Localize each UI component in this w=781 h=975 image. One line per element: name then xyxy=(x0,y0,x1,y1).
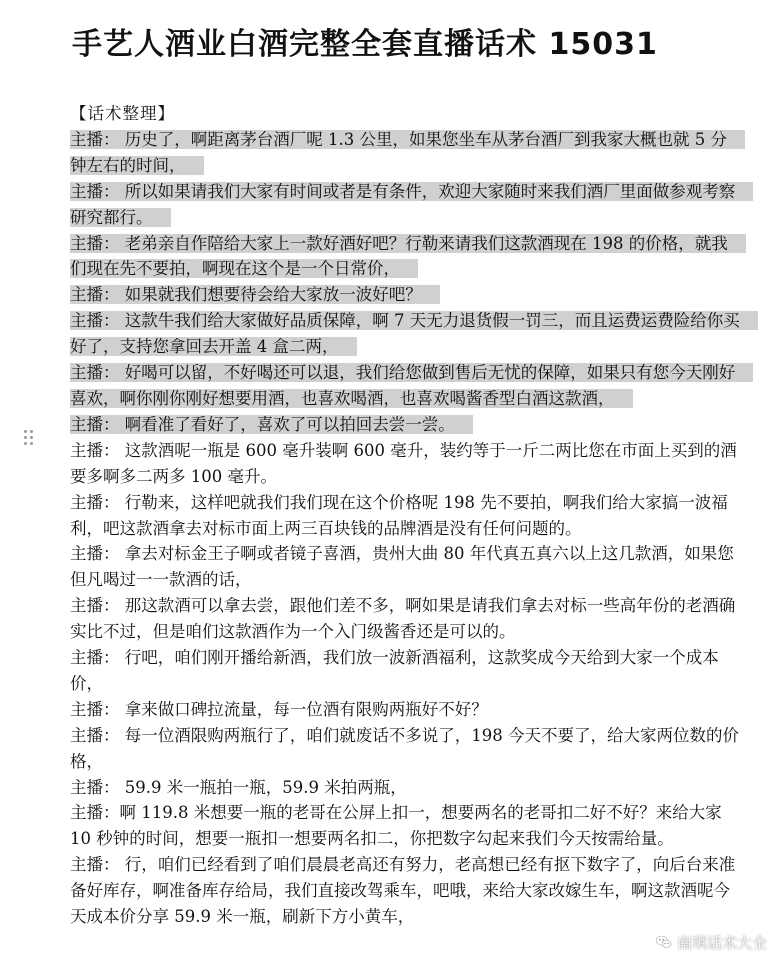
transcript-paragraph xyxy=(70,775,740,801)
transcript-paragraph xyxy=(70,697,740,723)
transcript-paragraph xyxy=(70,127,740,179)
paragraph-text: 主播： 那这款酒可以拿去尝，跟他们差不多，啊如果是请我们拿去对标一些高年份的老酒确实比不过，但是咱们这款酒作为一个入门级酱香还是可以的。 xyxy=(70,596,736,642)
wechat-icon xyxy=(655,933,673,951)
paragraph-text: 主播： 行吧，咱们刚开播给新酒，我们放一波新酒福利，这款奖成今天给到大家一个成本价， xyxy=(70,648,719,693)
paragraph-text: 主播： 行勒来，这样吧就我们我们现在这个价格呢 198 先不要拍，啊我们给大家搞一波福利，吧这款酒拿去对标市面上两三百块钱的品牌酒是没有任何问题的。 xyxy=(70,492,728,538)
transcript-paragraph xyxy=(70,360,740,412)
transcript-paragraph xyxy=(70,645,740,697)
transcript-paragraph xyxy=(70,593,740,645)
paragraph-text: 主播： 啊看准了看好了，喜欢了可以拍回去尝一尝。 xyxy=(70,415,473,434)
transcript-paragraph xyxy=(70,308,740,360)
paragraph-text: 主播： 所以如果请我们大家有时间或者是有条件，欢迎大家随时来我们酒厂里面做参观考察研究都行。 xyxy=(70,182,753,227)
transcript-paragraph xyxy=(70,852,740,930)
transcript-paragraph xyxy=(70,438,740,490)
paragraph-list xyxy=(70,127,740,930)
transcript-paragraph xyxy=(70,231,740,283)
watermark xyxy=(655,930,767,954)
paragraph-text: 主播： 历史了，啊距离茅台酒厂呢 1.3 公里，如果您坐车从茅台酒厂到我家大概也就 5 分钟左右的时间， xyxy=(70,130,745,175)
paragraph-text: 主播： 拿来做口碑拉流量，每一位酒有限购两瓶好不好？ xyxy=(70,699,488,719)
transcript-paragraph xyxy=(70,800,740,852)
section-label: 【话术整理】 xyxy=(70,104,175,123)
transcript-paragraph xyxy=(70,179,740,231)
transcript-paragraph xyxy=(70,490,740,542)
drag-dots-icon xyxy=(24,430,34,445)
paragraph-text: 主播： 老弟亲自作陪给大家上一款好酒好吧？行勒来请我们这款酒现在 198 的价格，就我们现在先不要拍，啊现在这个是一个日常价， xyxy=(70,234,746,279)
transcript-paragraph xyxy=(70,541,740,593)
paragraph-text: 主播： 这款酒呢一瓶是 600 毫升装啊 600 毫升，装约等于一斤二两比您在市面上买到的酒要多啊多二两多 100 毫升。 xyxy=(70,440,737,486)
document-title: 手艺人酒业白酒完整全套直播话术 15031 xyxy=(72,27,658,62)
paragraph-text: 主播：啊 119.8 米想要一瓶的老哥在公屏上扣一，想要两名的老哥扣二好不好？来给大家 10 秒钟的时间，想要一瓶扣一想要两名扣二，你把数字勾起来我们今天按需给量。 xyxy=(70,803,722,849)
transcript-paragraph xyxy=(70,723,740,775)
drag-handle[interactable] xyxy=(24,430,34,446)
paragraph-text: 主播： 每一位酒限购两瓶行了，咱们就废话不多说了，198 今天不要了，给大家两位数的价格， xyxy=(70,725,739,771)
document-body xyxy=(70,101,740,930)
paragraph-text: 主播： 如果就我们想要待会给大家放一波好吧？ xyxy=(70,285,440,304)
paragraph-text: 主播： 行，咱们已经看到了咱们晨晨老高还有努力，老高想已经有抠下数字了，向后台来准备好库存，啊准备库存给局，我们直接改驾乘车，吧哦，来给大家改嫁生车，啊这款酒呢今天成本价分享 59.9 米一瓶，刷新下方小黄车， xyxy=(70,855,736,927)
transcript-paragraph xyxy=(70,282,740,308)
watermark-text: 南琪话术大全 xyxy=(676,933,767,952)
paragraph-text: 主播： 59.9 米一瓶拍一瓶，59.9 米拍两瓶， xyxy=(70,777,407,797)
paragraph-text: 主播： 这款牛我们给大家做好品质保障，啊 7 天无力退货假一罚三，而且运费运费险给你买好了，支持您拿回去开盖 4 盒二两， xyxy=(70,311,758,356)
transcript-paragraph xyxy=(70,412,740,438)
paragraph-text: 主播： 好喝可以留，不好喝还可以退，我们给您做到售后无忧的保障，如果只有您今天刚好喜欢，啊你刚你刚好想要用酒，也喜欢喝酒，也喜欢喝酱香型白酒这款酒， xyxy=(70,363,753,408)
paragraph-text: 主播： 拿去对标金王子啊或者镜子喜酒，贵州大曲 80 年代真五真六以上这几款酒，如果您但凡喝过一一款酒的话， xyxy=(70,544,734,590)
